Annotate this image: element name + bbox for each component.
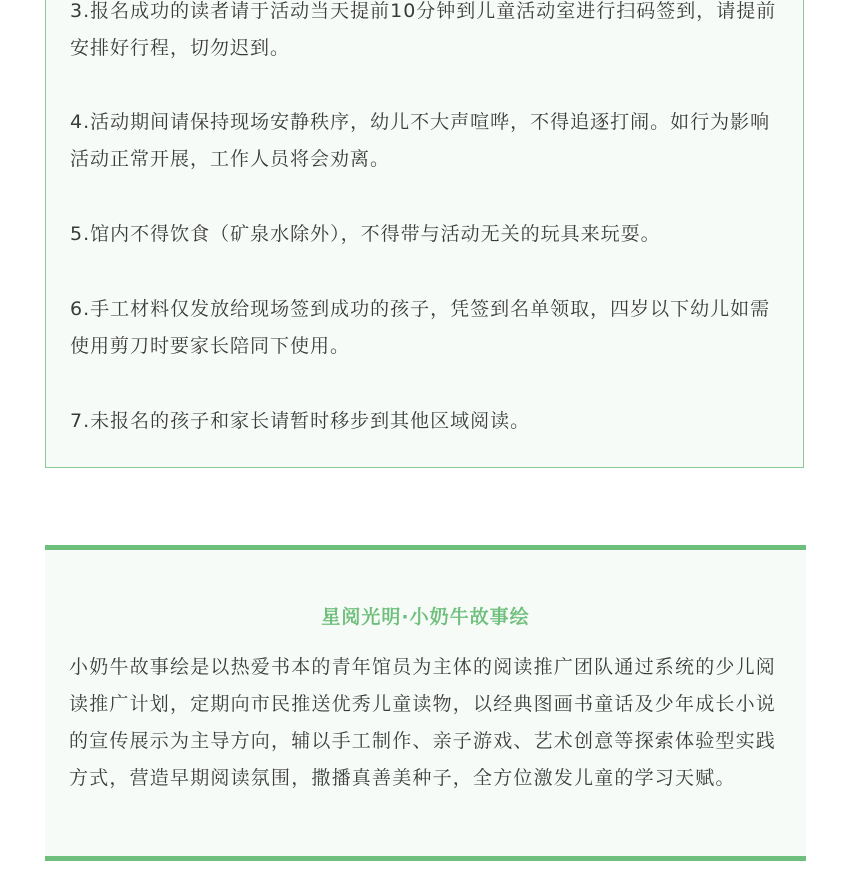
rule-item-5: 5.馆内不得饮食（矿泉水除外），不得带与活动无关的玩具来玩耍。 [70, 223, 661, 245]
rule-item-3: 3.报名成功的读者请于活动当天提前10分钟到儿童活动室进行扫码签到，请提前安排好行程，切勿迟到。 [70, 0, 777, 59]
rule-item-4: 4.活动期间请保持现场安静秩序，幼儿不大声喧哗，不得追逐打闹。如行为影响活动正常开展，工作人员将会劝离。 [70, 111, 771, 170]
activity-rules-panel [45, 0, 804, 468]
story-program-title: 星阅光明·小奶牛故事绘 [321, 606, 530, 628]
story-program-panel [45, 545, 806, 860]
rule-item-7: 7.未报名的孩子和家长请暂时移步到其他区域阅读。 [70, 410, 531, 432]
rule-item-6: 6.手工材料仅发放给现场签到成功的孩子，凭签到名单领取，四岁以下幼儿如需使用剪刀时要家长陪同下使用。 [70, 298, 771, 357]
story-program-description: 小奶牛故事绘是以热爱书本的青年馆员为主体的阅读推广团队通过系统的少儿阅读推广计划，定期向市民推送优秀儿童读物，以经典图画书童话及少年成长小说的宣传展示为主导方向，辅以手工制作、亲子游戏、艺术创意等探索体验型实践方式，营造早期阅读氛围，撒播真善美种子，全方位激发儿童的学习天赋。 [69, 656, 777, 789]
section-divider-bar [45, 856, 806, 861]
